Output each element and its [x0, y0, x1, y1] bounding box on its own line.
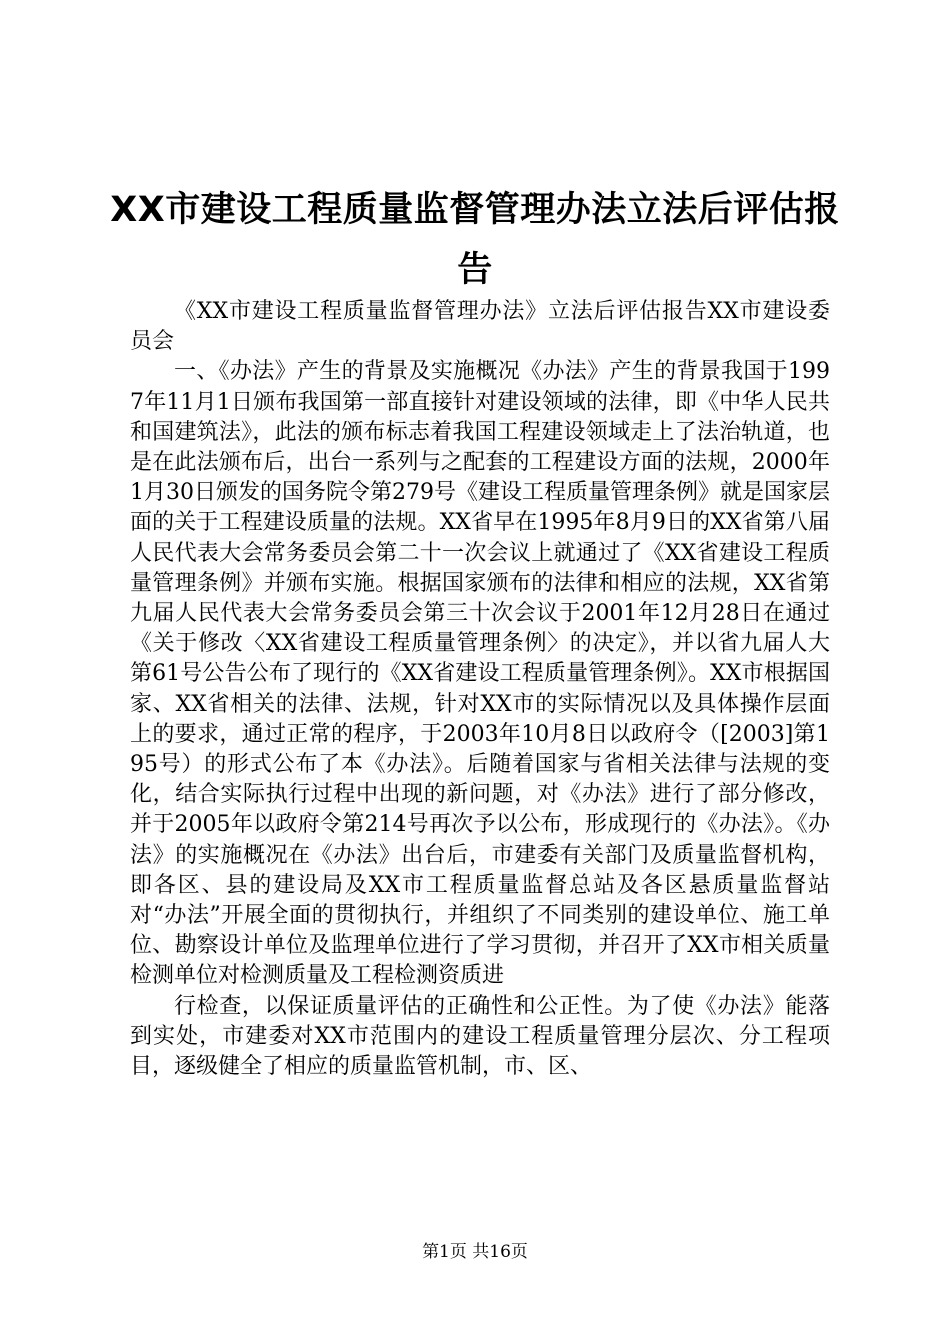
page-number-footer: 第1页 共16页: [422, 1242, 528, 1262]
paragraph-intro: 《XX市建设工程质量监督管理办法》立法后评估报告XX市建设委员会: [130, 299, 830, 355]
paragraph-inspection: 行检查，以保证质量评估的正确性和公正性。为了使《办法》能落到实处，市建委对XX市范围内的建设工程质量管理分层次、分工程项目，逐级健全了相应的质量监管机制，市、区、: [130, 993, 830, 1080]
document-body: [130, 297, 830, 1082]
paragraph-background: 一、《办法》产生的背景及实施概况《办法》产生的背景我国于1997年11月1日颁布我国第一部直接针对建设领域的法律，即《中华人民共和国建筑法》，此法的颁布标志着我国工程建设领域走上了法治轨道，也是在此法颁布后，出台一系列与之配套的工程建设方面的法规，2000年1月30日颁发的国务院令第279号《建设工程质量管理条例》就是国家层面的关于工程建设质量的法规。XX省早在1995年8月9日的XX省第八届人民代表大会常务委员会第二十一次会议上就通过了《XX省建设工程质量管理条例》并颁布实施。根据国家颁布的法律和相应的法规，XX省第九届人民代表大会常务委员会第三十次会议于2001年12月28日在通过《关于修改〈XX省建设工程质量管理条例〉的决定》，并以省九届人大第61号公告公布了现行的《XX省建设工程质量管理条例》。XX市根据国家、XX省相关的法律、法规，针对XX市的实际情况以及具体操作层面上的要求，通过正常的程序，于2003年10月8日以政府令（[2003]第195号）的形式公布了本《办法》。后随着国家与省相关法律与法规的变化，结合实际执行过程中出现的新问题，对《办法》进行了部分修改，并于2005年以政府令第214号再次予以公布，形成现行的《办法》。《办法》的实施概况在《办法》出台后，市建委有关部门及质量监督机构，即各区、县的建设局及XX市工程质量监督总站及各区悬质量监督站对“办法”开展全面的贯彻执行，并组织了不同类别的建设单位、施工单位、勘察设计单位及监理单位进行了学习贯彻，并召开了XX市相关质量检测单位对检测质量及工程检测资质进: [130, 359, 830, 989]
document-title: XX市建设工程质量监督管理办法立法后评估报告: [110, 190, 840, 290]
